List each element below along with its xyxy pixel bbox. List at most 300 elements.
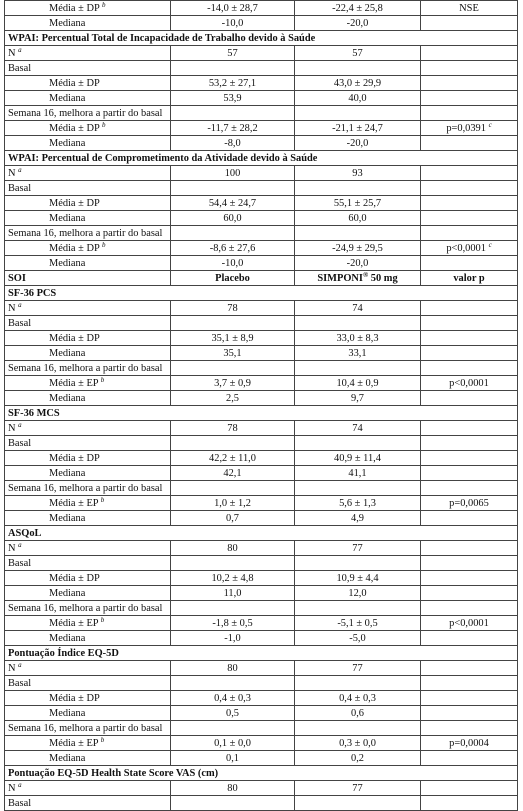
section-title: WPAI: Percentual Total de Incapacidade de Trabalho devido à Saúde <box>5 31 518 46</box>
placebo-value: 0,7 <box>171 511 295 526</box>
table-row <box>5 466 518 481</box>
table-row <box>5 316 518 331</box>
row-label-cell <box>5 106 171 121</box>
row-label: Média ± DP <box>49 692 100 704</box>
row-label-cell <box>5 556 171 571</box>
footnote-marker: b <box>100 615 105 624</box>
table-row <box>5 421 518 436</box>
row-label: Mediana <box>49 512 86 524</box>
table-row <box>5 571 518 586</box>
section-row <box>5 406 518 421</box>
p-value-cell <box>421 481 518 496</box>
p-value-cell <box>421 301 518 316</box>
simponi-value: -5,1 ± 0,5 <box>295 616 421 631</box>
table-row <box>5 736 518 751</box>
placebo-value: 35,1 ± 8,9 <box>171 331 295 346</box>
row-label: Mediana <box>49 92 86 104</box>
table-row <box>5 91 518 106</box>
footnote-marker: a <box>18 780 22 789</box>
p-value-cell <box>421 121 518 136</box>
p-value-cell <box>421 601 518 616</box>
section-row <box>5 286 518 301</box>
simponi-value: -20,0 <box>295 136 421 151</box>
simponi-value: 41,1 <box>295 466 421 481</box>
p-value-cell <box>421 661 518 676</box>
row-label-cell <box>5 511 171 526</box>
simponi-value: 0,6 <box>295 706 421 721</box>
simponi-value: 9,7 <box>295 391 421 406</box>
row-label: Média ± EP <box>49 737 99 749</box>
section-title: Pontuação Índice EQ-5D <box>5 646 518 661</box>
p-value-cell <box>421 676 518 691</box>
row-label-cell <box>5 181 171 196</box>
row-label-cell <box>5 721 171 736</box>
header-row <box>5 271 518 286</box>
row-label-cell <box>5 466 171 481</box>
row-label: Basal <box>8 317 32 329</box>
table-row <box>5 256 518 271</box>
row-label: N <box>8 662 16 674</box>
simponi-value: 12,0 <box>295 586 421 601</box>
row-label: Média ± DP <box>49 452 100 464</box>
row-label-cell <box>5 1 171 16</box>
row-label-cell <box>5 736 171 751</box>
row-label: Mediana <box>49 467 86 479</box>
table-row <box>5 211 518 226</box>
placebo-value: 54,4 ± 24,7 <box>171 196 295 211</box>
p-value-cell <box>421 91 518 106</box>
placebo-value: -1,0 <box>171 631 295 646</box>
placebo-value: 57 <box>171 46 295 61</box>
footnote-marker: a <box>18 420 22 429</box>
row-label-cell <box>5 211 171 226</box>
placebo-value <box>171 181 295 196</box>
p-value: NSE <box>459 2 479 14</box>
row-label: Basal <box>8 62 32 74</box>
simponi-value <box>295 481 421 496</box>
table-row <box>5 16 518 31</box>
table-row <box>5 661 518 676</box>
table-row <box>5 481 518 496</box>
row-label-cell <box>5 496 171 511</box>
simponi-value <box>295 601 421 616</box>
row-label: Mediana <box>49 137 86 149</box>
table-row <box>5 601 518 616</box>
simponi-value: 74 <box>295 301 421 316</box>
table-body-bottom <box>5 286 518 811</box>
row-label: Mediana <box>49 707 86 719</box>
row-label: Média ± DP <box>49 2 100 14</box>
p-value-cell <box>421 166 518 181</box>
p-value: p<0,0001 <box>449 617 489 629</box>
p-value-cell <box>421 16 518 31</box>
table-row <box>5 511 518 526</box>
row-label-cell <box>5 361 171 376</box>
p-value-cell <box>421 571 518 586</box>
table-row <box>5 361 518 376</box>
footnote-marker: a <box>18 540 22 549</box>
row-label-cell <box>5 301 171 316</box>
placebo-value: 10,2 ± 4,8 <box>171 571 295 586</box>
row-label: Média ± DP <box>49 332 100 344</box>
row-label: Basal <box>8 677 32 689</box>
table-row <box>5 706 518 721</box>
footnote-marker: c <box>488 120 492 129</box>
placebo-value <box>171 316 295 331</box>
table-header <box>5 271 518 286</box>
section-title: SF-36 PCS <box>5 286 518 301</box>
simponi-value: -22,4 ± 25,8 <box>295 1 421 16</box>
table-row <box>5 331 518 346</box>
p-value-cell <box>421 46 518 61</box>
p-value-cell <box>421 196 518 211</box>
table-row <box>5 631 518 646</box>
table-row <box>5 376 518 391</box>
footnote-marker: a <box>18 660 22 669</box>
simponi-value: 33,1 <box>295 346 421 361</box>
table-row <box>5 436 518 451</box>
row-label-cell <box>5 481 171 496</box>
table-row <box>5 496 518 511</box>
placebo-value: -11,7 ± 28,2 <box>171 121 295 136</box>
placebo-value: 2,5 <box>171 391 295 406</box>
p-value-cell <box>421 721 518 736</box>
header-soi: SOI <box>5 271 171 286</box>
table-row <box>5 181 518 196</box>
table-row <box>5 391 518 406</box>
p-value-cell <box>421 436 518 451</box>
p-value-cell <box>421 781 518 796</box>
simponi-value: 40,9 ± 11,4 <box>295 451 421 466</box>
placebo-value: 78 <box>171 421 295 436</box>
simponi-value: 40,0 <box>295 91 421 106</box>
simponi-value: 77 <box>295 541 421 556</box>
footnote-marker: c <box>488 240 492 249</box>
table-row <box>5 61 518 76</box>
p-value-cell <box>421 466 518 481</box>
simponi-value: 0,2 <box>295 751 421 766</box>
p-value-cell <box>421 1 518 16</box>
p-value-cell <box>421 796 518 811</box>
placebo-value: 0,4 ± 0,3 <box>171 691 295 706</box>
p-value-cell <box>421 451 518 466</box>
row-label: Semana 16, melhora a partir do basal <box>8 482 163 494</box>
header-p-value: valor p <box>421 271 518 286</box>
simponi-value: -20,0 <box>295 256 421 271</box>
row-label: Mediana <box>49 257 86 269</box>
row-label-cell <box>5 781 171 796</box>
footnote-marker: a <box>18 300 22 309</box>
simponi-value: 55,1 ± 25,7 <box>295 196 421 211</box>
row-label: Média ± DP <box>49 197 100 209</box>
placebo-value <box>171 721 295 736</box>
row-label-cell <box>5 316 171 331</box>
row-label: Mediana <box>49 392 86 404</box>
row-label-cell <box>5 796 171 811</box>
simponi-value <box>295 361 421 376</box>
header-placebo: Placebo <box>171 271 295 286</box>
placebo-value: 80 <box>171 781 295 796</box>
placebo-value: 0,5 <box>171 706 295 721</box>
simponi-value <box>295 181 421 196</box>
simponi-value: 57 <box>295 46 421 61</box>
table-body-top <box>5 1 518 271</box>
placebo-value <box>171 226 295 241</box>
simponi-value: 5,6 ± 1,3 <box>295 496 421 511</box>
p-value-cell <box>421 226 518 241</box>
simponi-value <box>295 721 421 736</box>
placebo-value <box>171 601 295 616</box>
placebo-value: -10,0 <box>171 16 295 31</box>
p-value-cell <box>421 331 518 346</box>
row-label: Média ± DP <box>49 572 100 584</box>
row-label-cell <box>5 631 171 646</box>
row-label-cell <box>5 61 171 76</box>
row-label-cell <box>5 226 171 241</box>
table-row <box>5 226 518 241</box>
section-title: Pontuação EQ-5D Health State Score VAS (cm) <box>5 766 518 781</box>
placebo-value: 0,1 ± 0,0 <box>171 736 295 751</box>
table-row <box>5 586 518 601</box>
placebo-value <box>171 361 295 376</box>
row-label: Mediana <box>49 587 86 599</box>
results-table <box>4 0 518 811</box>
table-row <box>5 241 518 256</box>
row-label-cell <box>5 676 171 691</box>
row-label: Basal <box>8 557 32 569</box>
row-label-cell <box>5 16 171 31</box>
p-value: p=0,0004 <box>449 737 489 749</box>
table-row <box>5 691 518 706</box>
row-label: N <box>8 167 16 179</box>
header-simponi <box>295 271 421 286</box>
p-value-cell <box>421 76 518 91</box>
p-value-cell <box>421 391 518 406</box>
p-value-cell <box>421 736 518 751</box>
p-value: p=0,0065 <box>449 497 489 509</box>
row-label-cell <box>5 166 171 181</box>
row-label: Mediana <box>49 347 86 359</box>
placebo-value: 3,7 ± 0,9 <box>171 376 295 391</box>
section-row <box>5 526 518 541</box>
p-value-cell <box>421 136 518 151</box>
p-value-cell <box>421 631 518 646</box>
placebo-value: 11,0 <box>171 586 295 601</box>
placebo-value: 60,0 <box>171 211 295 226</box>
table-row <box>5 676 518 691</box>
row-label: N <box>8 302 16 314</box>
placebo-value <box>171 556 295 571</box>
p-value: p=0,0391 <box>446 122 486 134</box>
row-label-cell <box>5 346 171 361</box>
row-label-cell <box>5 91 171 106</box>
row-label: N <box>8 542 16 554</box>
row-label: Mediana <box>49 17 86 29</box>
row-label: Mediana <box>49 212 86 224</box>
placebo-value <box>171 796 295 811</box>
p-value: p<0,0001 <box>449 377 489 389</box>
row-label-cell <box>5 46 171 61</box>
table-row <box>5 796 518 811</box>
placebo-value: 42,2 ± 11,0 <box>171 451 295 466</box>
table-row <box>5 616 518 631</box>
footnote-marker: b <box>100 375 105 384</box>
table-row <box>5 1 518 16</box>
row-label: Média ± EP <box>49 617 99 629</box>
p-value-cell <box>421 691 518 706</box>
registered-mark: ® <box>362 270 369 279</box>
row-label-cell <box>5 331 171 346</box>
row-label-cell <box>5 241 171 256</box>
placebo-value: 80 <box>171 541 295 556</box>
simponi-value: -20,0 <box>295 16 421 31</box>
row-label-cell <box>5 541 171 556</box>
placebo-value <box>171 481 295 496</box>
table-row <box>5 76 518 91</box>
table-row <box>5 451 518 466</box>
row-label-cell <box>5 586 171 601</box>
row-label: Semana 16, melhora a partir do basal <box>8 722 163 734</box>
table-row <box>5 781 518 796</box>
footnote-marker: b <box>100 495 105 504</box>
placebo-value: -8,0 <box>171 136 295 151</box>
p-value-cell <box>421 586 518 601</box>
simponi-value: 33,0 ± 8,3 <box>295 331 421 346</box>
placebo-value: -8,6 ± 27,6 <box>171 241 295 256</box>
p-value-cell <box>421 361 518 376</box>
p-value-cell <box>421 181 518 196</box>
section-title: ASQoL <box>5 526 518 541</box>
row-label: Semana 16, melhora a partir do basal <box>8 362 163 374</box>
simponi-value: 0,4 ± 0,3 <box>295 691 421 706</box>
simponi-value: 10,9 ± 4,4 <box>295 571 421 586</box>
table-row <box>5 556 518 571</box>
p-value: p<0,0001 <box>446 242 486 254</box>
row-label: Média ± DP <box>49 77 100 89</box>
simponi-value: 74 <box>295 421 421 436</box>
p-value-cell <box>421 211 518 226</box>
row-label-cell <box>5 436 171 451</box>
row-label-cell <box>5 76 171 91</box>
footnote-marker: a <box>18 45 22 54</box>
placebo-value: 0,1 <box>171 751 295 766</box>
row-label: Semana 16, melhora a partir do basal <box>8 602 163 614</box>
simponi-value <box>295 796 421 811</box>
placebo-value: 42,1 <box>171 466 295 481</box>
header-simponi-dose: 50 mg <box>368 272 398 284</box>
row-label-cell <box>5 391 171 406</box>
simponi-value: 0,3 ± 0,0 <box>295 736 421 751</box>
placebo-value: 53,9 <box>171 91 295 106</box>
simponi-value <box>295 676 421 691</box>
section-row <box>5 151 518 166</box>
placebo-value: 78 <box>171 301 295 316</box>
section-row <box>5 31 518 46</box>
section-title: WPAI: Percentual de Comprometimento da Atividade devido à Saúde <box>5 151 518 166</box>
placebo-value: -10,0 <box>171 256 295 271</box>
placebo-value: 53,2 ± 27,1 <box>171 76 295 91</box>
row-label: Mediana <box>49 752 86 764</box>
table-row <box>5 166 518 181</box>
row-label: Basal <box>8 182 32 194</box>
row-label: Média ± DP <box>49 122 100 134</box>
row-label-cell <box>5 136 171 151</box>
p-value-cell <box>421 376 518 391</box>
table-row <box>5 301 518 316</box>
p-value-cell <box>421 346 518 361</box>
row-label: Média ± EP <box>49 497 99 509</box>
simponi-value <box>295 106 421 121</box>
row-label: N <box>8 422 16 434</box>
simponi-value <box>295 61 421 76</box>
p-value-cell <box>421 616 518 631</box>
row-label-cell <box>5 571 171 586</box>
simponi-value: 10,4 ± 0,9 <box>295 376 421 391</box>
section-row <box>5 646 518 661</box>
table-row <box>5 196 518 211</box>
placebo-value: 35,1 <box>171 346 295 361</box>
row-label: Basal <box>8 797 32 809</box>
simponi-value <box>295 436 421 451</box>
row-label-cell <box>5 706 171 721</box>
p-value-cell <box>421 751 518 766</box>
row-label-cell <box>5 661 171 676</box>
p-value-cell <box>421 541 518 556</box>
header-simponi-name: SIMPONI <box>317 272 363 284</box>
row-label: Semana 16, melhora a partir do basal <box>8 107 163 119</box>
footnote-marker: b <box>101 0 106 9</box>
placebo-value <box>171 436 295 451</box>
row-label: N <box>8 47 16 59</box>
placebo-value: -1,8 ± 0,5 <box>171 616 295 631</box>
table-row <box>5 106 518 121</box>
placebo-value: 80 <box>171 661 295 676</box>
p-value-cell <box>421 241 518 256</box>
row-label-cell <box>5 451 171 466</box>
row-label: Mediana <box>49 632 86 644</box>
placebo-value: 100 <box>171 166 295 181</box>
simponi-value <box>295 316 421 331</box>
footnote-marker: a <box>18 165 22 174</box>
row-label-cell <box>5 196 171 211</box>
p-value-cell <box>421 256 518 271</box>
p-value-cell <box>421 496 518 511</box>
section-title: SF-36 MCS <box>5 406 518 421</box>
row-label-cell <box>5 691 171 706</box>
simponi-value: 60,0 <box>295 211 421 226</box>
p-value-cell <box>421 61 518 76</box>
row-label-cell <box>5 751 171 766</box>
footnote-marker: b <box>101 240 106 249</box>
placebo-value <box>171 676 295 691</box>
simponi-value: 77 <box>295 661 421 676</box>
table-row <box>5 346 518 361</box>
row-label-cell <box>5 376 171 391</box>
simponi-value: 4,9 <box>295 511 421 526</box>
simponi-value <box>295 226 421 241</box>
table-row <box>5 751 518 766</box>
p-value-cell <box>421 316 518 331</box>
row-label-cell <box>5 616 171 631</box>
placebo-value: 1,0 ± 1,2 <box>171 496 295 511</box>
p-value-cell <box>421 511 518 526</box>
p-value-cell <box>421 421 518 436</box>
row-label: Semana 16, melhora a partir do basal <box>8 227 163 239</box>
table-row <box>5 121 518 136</box>
placebo-value <box>171 61 295 76</box>
footnote-marker: b <box>100 735 105 744</box>
row-label-cell <box>5 121 171 136</box>
